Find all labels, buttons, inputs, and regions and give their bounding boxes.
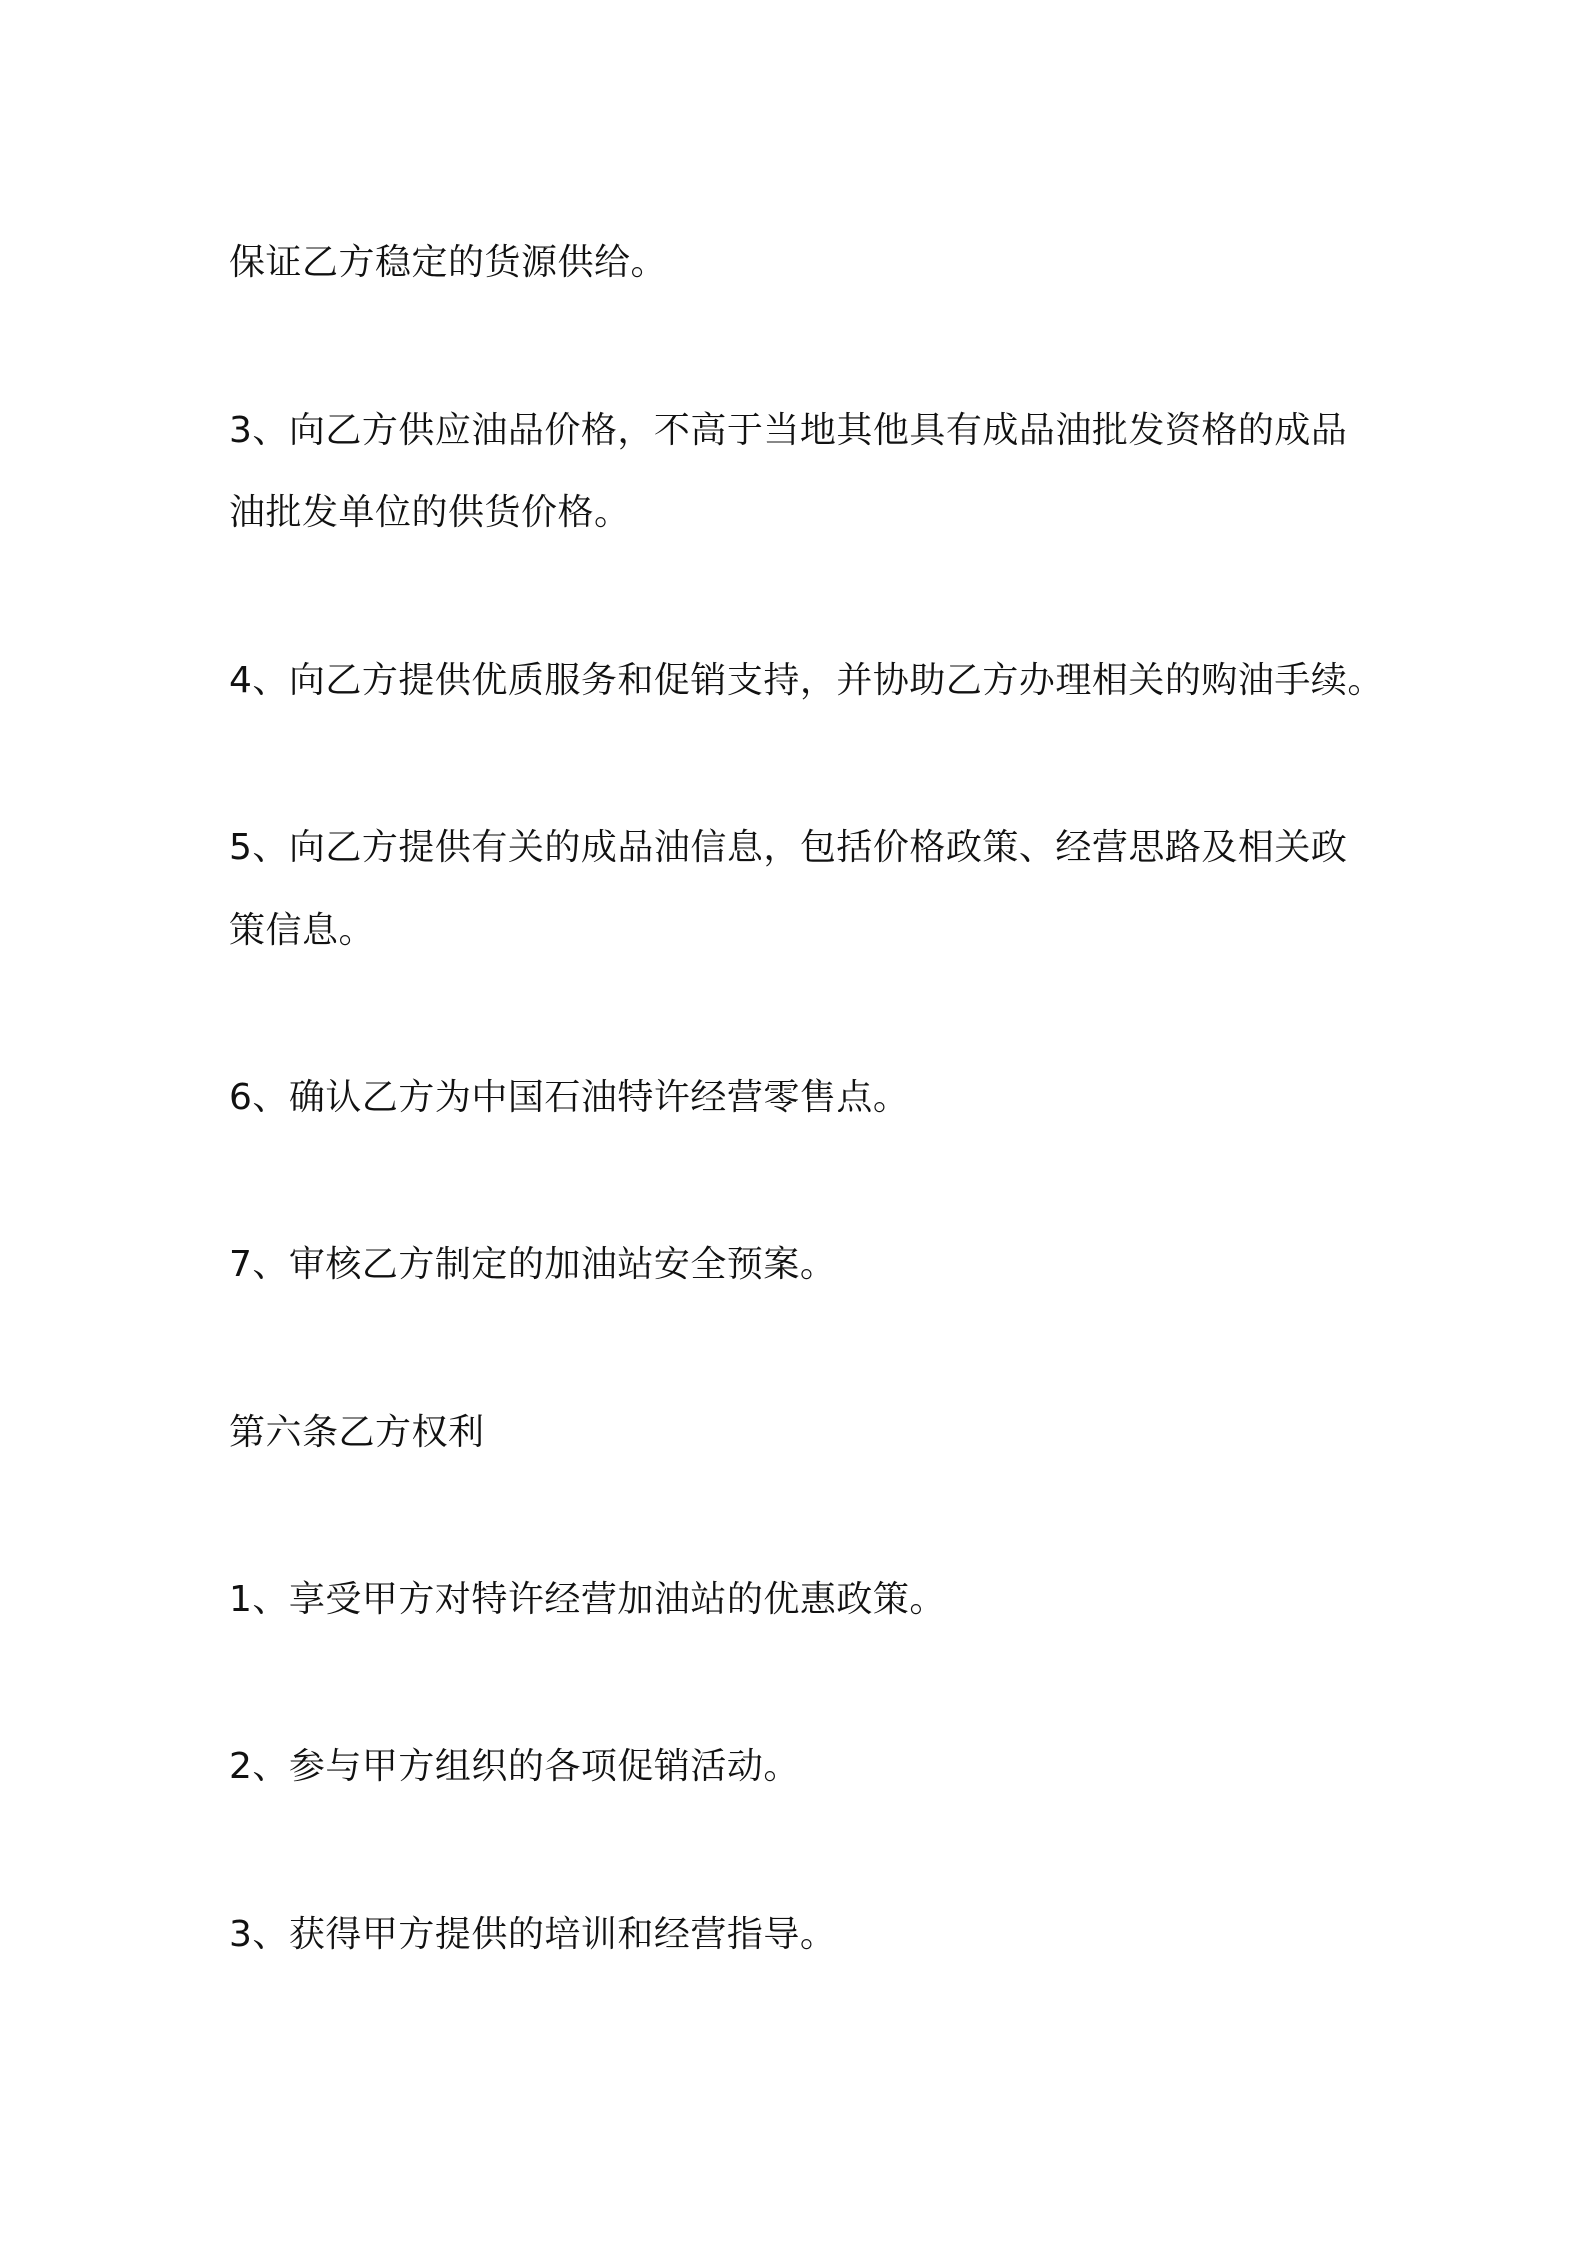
clause-5-line-1: 5、向乙方提供有关的成品油信息，包括价格政策、经营思路及相关政 xyxy=(229,827,1348,868)
clause-3-line-2: 油批发单位的供货价格。 xyxy=(229,492,631,533)
clause-7: 7、审核乙方制定的加油站安全预案。 xyxy=(229,1244,837,1285)
right-2: 2、参与甲方组织的各项促销活动。 xyxy=(229,1746,800,1787)
clause-6: 6、确认乙方为中国石油特许经营零售点。 xyxy=(229,1077,910,1118)
clause-3-line-1: 3、向乙方供应油品价格，不高于当地其他具有成品油批发资格的成品 xyxy=(229,410,1348,451)
right-3: 3、获得甲方提供的培训和经营指导。 xyxy=(229,1914,837,1955)
paragraph-line: 保证乙方稳定的货源供给。 xyxy=(229,242,668,283)
right-1: 1、享受甲方对特许经营加油站的优惠政策。 xyxy=(229,1579,946,1620)
clause-5-line-2: 策信息。 xyxy=(229,910,376,951)
clause-4: 4、向乙方提供优质服务和促销支持，并协助乙方办理相关的购油手续。 xyxy=(229,660,1384,701)
section-heading: 第六条乙方权利 xyxy=(229,1412,485,1453)
